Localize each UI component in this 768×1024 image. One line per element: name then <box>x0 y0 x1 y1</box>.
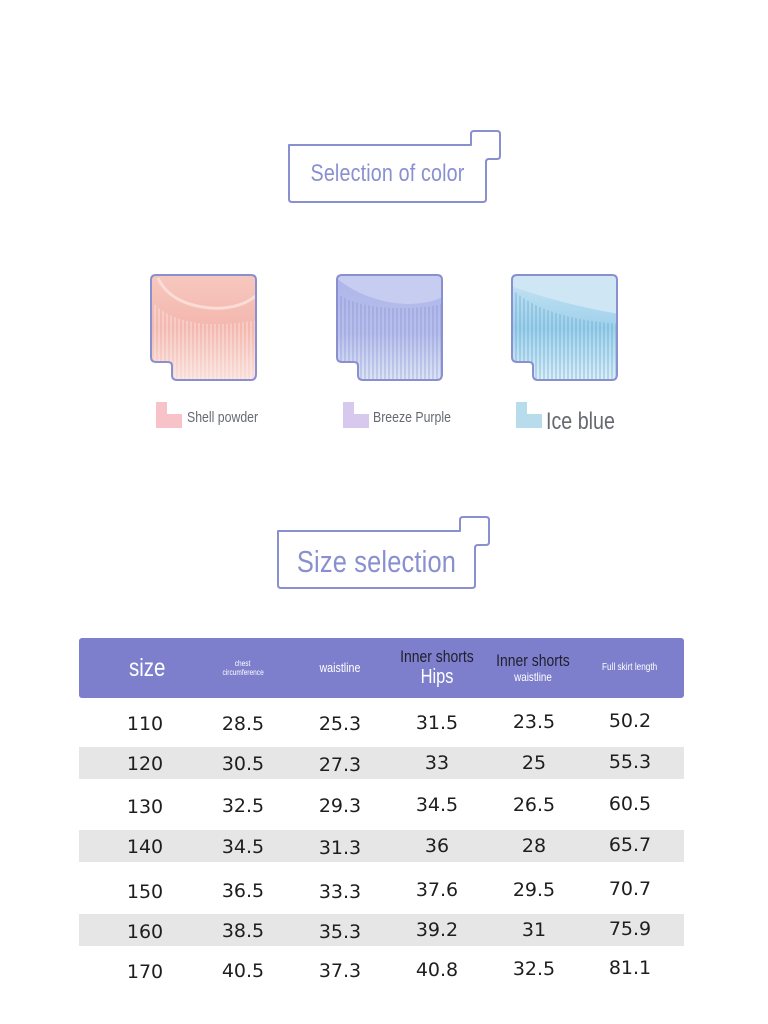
table-cell: 160 <box>126 921 164 943</box>
table-cell: 120 <box>126 753 164 775</box>
table-cell: 29.3 <box>318 795 362 817</box>
header-size: size <box>128 653 166 682</box>
table-cell: 110 <box>126 713 164 735</box>
table-cell: 34.5 <box>221 836 265 858</box>
table-cell: 39.2 <box>415 919 459 941</box>
legend-label-shell-powder: Shell powder <box>187 409 259 426</box>
table-cell: 31.5 <box>415 712 459 734</box>
table-cell: 38.5 <box>221 920 265 942</box>
table-cell: 70.7 <box>608 878 652 900</box>
table-cell: 32.5 <box>512 958 556 980</box>
blue-swatch-icon <box>516 402 542 428</box>
table-cell: 65.7 <box>608 834 652 856</box>
table-cell: 27.3 <box>318 754 362 776</box>
table-cell: 150 <box>126 881 164 903</box>
table-cell: 75.9 <box>608 918 652 940</box>
size-table-header <box>79 638 684 698</box>
table-cell: 40.8 <box>415 959 459 981</box>
table-cell: 36 <box>424 835 450 857</box>
purple-swatch-icon <box>343 402 369 428</box>
swatch-breeze-purple[interactable] <box>336 274 444 382</box>
table-cell: 40.5 <box>221 960 265 982</box>
table-cell: 55.3 <box>608 751 652 773</box>
table-cell: 31.3 <box>318 837 362 859</box>
header-full-skirt-length: Full skirt length <box>602 662 658 674</box>
table-cell: 37.3 <box>318 960 362 982</box>
legend-label-ice-blue: Ice blue <box>546 408 615 435</box>
table-cell: 33 <box>424 752 450 774</box>
table-cell: 25 <box>521 752 547 774</box>
header-inner-shorts-waistline: Inner shorts waistline <box>496 651 570 684</box>
table-cell: 26.5 <box>512 794 556 816</box>
table-cell: 33.3 <box>318 881 362 903</box>
table-cell: 28 <box>521 835 547 857</box>
swatch-shell-powder[interactable] <box>150 274 258 382</box>
header-chest: chest circumference <box>222 658 264 677</box>
table-cell: 36.5 <box>221 880 265 902</box>
table-cell: 23.5 <box>512 711 556 733</box>
swatch-ice-blue[interactable] <box>511 274 619 382</box>
size-section-heading: Size selection <box>296 544 457 579</box>
table-cell: 32.5 <box>221 795 265 817</box>
table-cell: 30.5 <box>221 753 265 775</box>
table-cell: 140 <box>126 836 164 858</box>
table-cell: 81.1 <box>608 957 652 979</box>
header-inner-shorts-hips: Inner shorts Hips <box>400 646 474 689</box>
table-cell: 130 <box>126 796 164 818</box>
table-cell: 50.2 <box>608 710 652 732</box>
table-cell: 31 <box>521 919 547 941</box>
table-cell: 29.5 <box>512 879 556 901</box>
table-cell: 34.5 <box>415 794 459 816</box>
color-section-heading: Selection of color <box>310 160 465 187</box>
table-cell: 35.3 <box>318 921 362 943</box>
legend-label-breeze-purple: Breeze Purple <box>373 409 451 426</box>
table-cell: 170 <box>126 961 164 983</box>
header-waistline: waistline <box>319 659 361 675</box>
table-cell: 25.3 <box>318 713 362 735</box>
pink-swatch-icon <box>156 402 182 428</box>
table-cell: 28.5 <box>221 713 265 735</box>
table-cell: 37.6 <box>415 879 459 901</box>
table-cell: 60.5 <box>608 793 652 815</box>
